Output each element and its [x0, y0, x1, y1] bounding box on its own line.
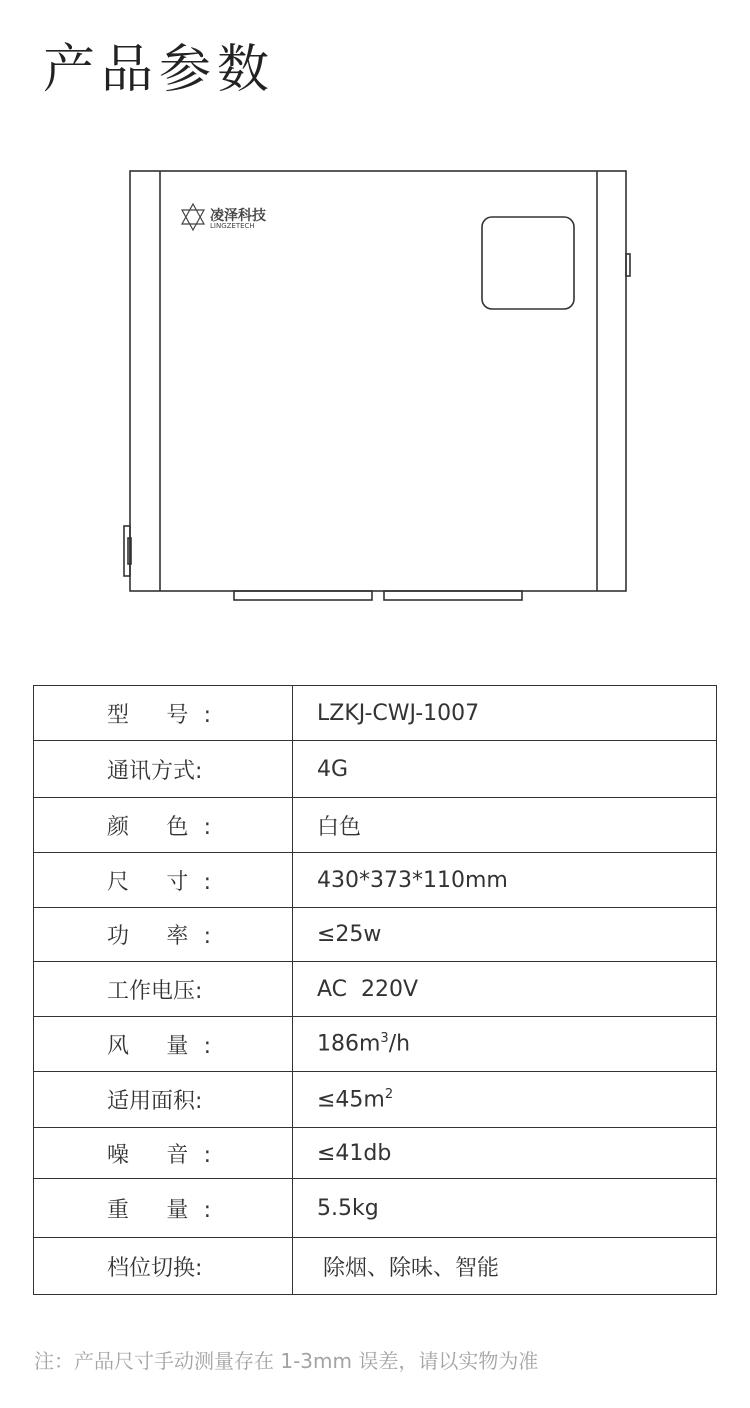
product-line-drawing — [118, 160, 638, 610]
spec-value-color: 白色 — [293, 798, 717, 853]
spec-value-weight: 5.5kg — [293, 1179, 717, 1238]
spec-value-power: ≤25w — [293, 908, 717, 962]
table-row — [34, 1238, 717, 1295]
brand-logo — [182, 204, 266, 230]
spec-label-power: 功 率: — [34, 908, 293, 962]
table-row — [34, 1179, 717, 1238]
spec-value-mode: 除烟、除味、智能 — [293, 1238, 717, 1295]
table-row — [34, 686, 717, 741]
spec-label-color: 颜 色: — [34, 798, 293, 853]
table-row — [34, 798, 717, 853]
svg-text:LINGZETECH: LINGZETECH — [210, 222, 255, 230]
spec-value-size: 430*373*110mm — [293, 853, 717, 908]
table-row — [34, 1072, 717, 1128]
table-row — [34, 853, 717, 908]
table-row — [34, 1017, 717, 1072]
spec-value-noise: ≤41db — [293, 1128, 717, 1179]
disclaimer-note: 注：产品尺寸手动测量存在 1-3mm 误差，请以实物为准 — [34, 1349, 539, 1373]
spec-value-model: LZKJ-CWJ-1007 — [293, 686, 717, 741]
table-row — [34, 908, 717, 962]
spec-label-mode: 档位切换: — [34, 1238, 293, 1295]
spec-value-communication: 4G — [293, 741, 717, 798]
spec-label-area: 适用面积: — [34, 1072, 293, 1128]
spec-value-area: $\le 45m^2$ — [293, 1072, 717, 1128]
spec-label-model: 型 号: — [34, 686, 293, 741]
spec-label-weight: 重 量: — [34, 1179, 293, 1238]
spec-value-airflow: $186m^3/h$ — [293, 1017, 717, 1072]
table-row — [34, 1128, 717, 1179]
svg-text:凌泽科技: 凌泽科技 — [210, 208, 266, 224]
spec-table — [33, 685, 717, 1295]
table-row — [34, 741, 717, 798]
spec-label-voltage: 工作电压: — [34, 962, 293, 1017]
spec-label-noise: 噪 音: — [34, 1128, 293, 1179]
page-title: 产品参数 — [43, 40, 276, 100]
spec-value-voltage: AC 220V — [293, 962, 717, 1017]
spec-label-size: 尺 寸: — [34, 853, 293, 908]
spec-label-airflow: 风 量: — [34, 1017, 293, 1072]
spec-label-communication: 通讯方式: — [34, 741, 293, 798]
table-row — [34, 962, 717, 1017]
